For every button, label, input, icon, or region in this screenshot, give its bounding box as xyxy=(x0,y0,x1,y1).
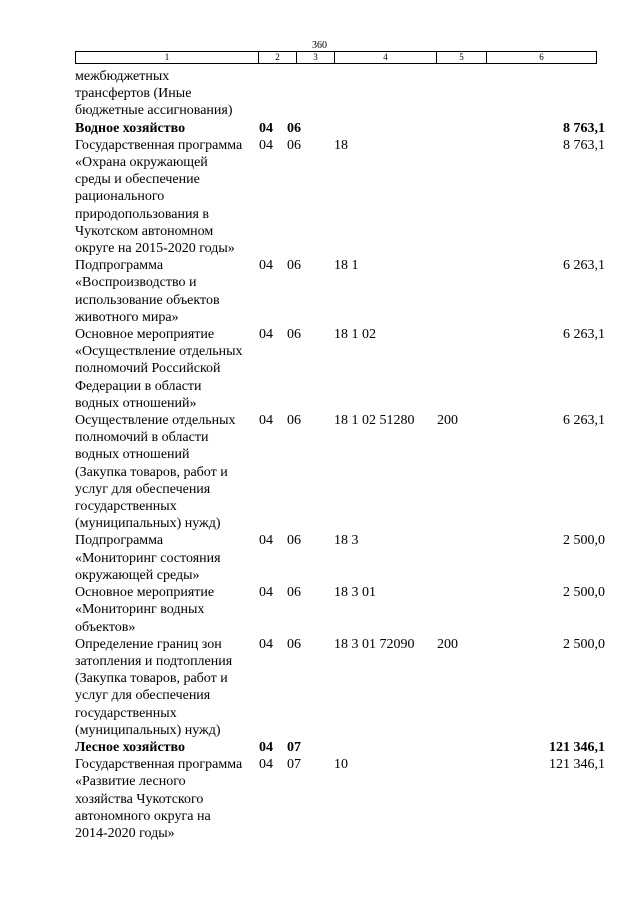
subsection-code: 07 xyxy=(287,739,301,755)
table-row xyxy=(75,532,605,584)
section-code: 04 xyxy=(259,120,273,136)
subsection-code: 06 xyxy=(287,120,301,136)
section-code: 04 xyxy=(259,739,273,755)
target-article-code: 18 3 xyxy=(334,533,359,549)
page-number: 360 xyxy=(312,40,327,51)
section-code: 04 xyxy=(259,533,273,549)
item-name: Осуществление отдельных полномочий в области водных отношений (Закупка товаров, работ и услуг для обеспечения государственных (муниципальных) нужд) xyxy=(75,413,236,532)
expense-type-code xyxy=(437,257,489,326)
item-name: Подпрограмма «Мониторинг состояния окружающей среды» xyxy=(75,533,221,583)
target-article-code: 18 3 01 72090 xyxy=(334,636,415,652)
subsection-code xyxy=(287,68,334,120)
expense-type-code xyxy=(437,584,489,636)
amount: 121 346,1 xyxy=(549,757,605,773)
expense-type-code xyxy=(437,739,489,756)
expense-type-code xyxy=(437,68,489,120)
expense-type-code xyxy=(437,326,489,412)
table-row xyxy=(75,137,605,257)
target-article-code: 18 1 xyxy=(334,258,359,274)
item-name: Основное мероприятие «Мониторинг водных объектов» xyxy=(75,585,215,635)
budget-table xyxy=(75,68,605,842)
section-code: 04 xyxy=(259,327,273,343)
item-name: Водное хозяйство xyxy=(75,120,186,136)
expense-type-code xyxy=(437,532,489,584)
expense-type-code xyxy=(437,137,489,257)
item-name: Определение границ зон затопления и подтопления (Закупка товаров, работ и услуг для обеспечения государственных (муниципальных) нужд) xyxy=(75,636,233,738)
amount: 121 346,1 xyxy=(549,739,605,755)
item-name: Подпрограмма «Воспроизводство и использование объектов животного мира» xyxy=(75,258,220,325)
table-row xyxy=(75,584,605,636)
amount: 8 763,1 xyxy=(563,137,605,153)
table-row xyxy=(75,120,605,137)
target-article-code: 18 1 02 xyxy=(334,327,376,343)
subsection-code: 06 xyxy=(287,258,301,274)
section-code: 04 xyxy=(259,636,273,652)
column-header-table xyxy=(75,51,597,64)
table-row xyxy=(75,326,605,412)
subsection-code: 06 xyxy=(287,636,301,652)
subsection-code: 06 xyxy=(287,137,301,153)
target-article-code: 18 3 01 xyxy=(334,585,376,601)
subsection-code: 06 xyxy=(287,585,301,601)
column-header-row xyxy=(76,52,597,64)
column-header-6: 6 xyxy=(487,52,597,64)
target-article-code: 18 1 02 51280 xyxy=(334,413,415,429)
column-header-2: 2 xyxy=(259,52,297,64)
section-code: 04 xyxy=(259,413,273,429)
table-row xyxy=(75,412,605,532)
subsection-code: 07 xyxy=(287,757,301,773)
table-row xyxy=(75,739,605,756)
target-article-code xyxy=(334,68,437,120)
item-name: Государственная программа «Охрана окружающей среды и обеспечение рационального природопользования в Чукотском автономном округе на 2015-2020 годы» xyxy=(75,137,243,257)
amount xyxy=(489,68,605,120)
amount: 6 263,1 xyxy=(563,413,605,429)
section-code: 04 xyxy=(259,585,273,601)
table-row xyxy=(75,257,605,326)
target-article-code xyxy=(334,120,437,137)
expense-type-code: 200 xyxy=(437,636,458,652)
item-name: Основное мероприятие «Осуществление отдельных полномочий Российской Федерации в области водных отношений» xyxy=(75,327,243,411)
amount: 2 500,0 xyxy=(563,533,605,549)
target-article-code: 18 xyxy=(334,137,348,153)
item-name: Лесное хозяйство xyxy=(75,739,186,755)
expense-type-code: 200 xyxy=(437,413,458,429)
target-article-code: 10 xyxy=(334,757,348,773)
subsection-code: 06 xyxy=(287,413,301,429)
section-code xyxy=(259,68,287,120)
target-article-code xyxy=(334,739,437,756)
amount: 2 500,0 xyxy=(563,585,605,601)
table-row xyxy=(75,756,605,842)
table-row xyxy=(75,68,605,120)
subsection-code: 06 xyxy=(287,533,301,549)
expense-type-code xyxy=(437,120,489,137)
subsection-code: 06 xyxy=(287,327,301,343)
section-code: 04 xyxy=(259,137,273,153)
column-header-3: 3 xyxy=(297,52,335,64)
table-row xyxy=(75,636,605,739)
column-header-1: 1 xyxy=(76,52,259,64)
amount: 8 763,1 xyxy=(563,120,605,136)
column-header-4: 4 xyxy=(335,52,437,64)
item-name: Государственная программа «Развитие лесного хозяйства Чукотского автономного округа на 2014-2020 годы» xyxy=(75,757,243,841)
expense-type-code xyxy=(437,756,489,842)
item-name: межбюджетных трансфертов (Иные бюджетные ассигнования) xyxy=(75,69,233,119)
column-header-5: 5 xyxy=(437,52,487,64)
section-code: 04 xyxy=(259,757,273,773)
section-code: 04 xyxy=(259,258,273,274)
amount: 2 500,0 xyxy=(563,636,605,652)
amount: 6 263,1 xyxy=(563,327,605,343)
amount: 6 263,1 xyxy=(563,258,605,274)
